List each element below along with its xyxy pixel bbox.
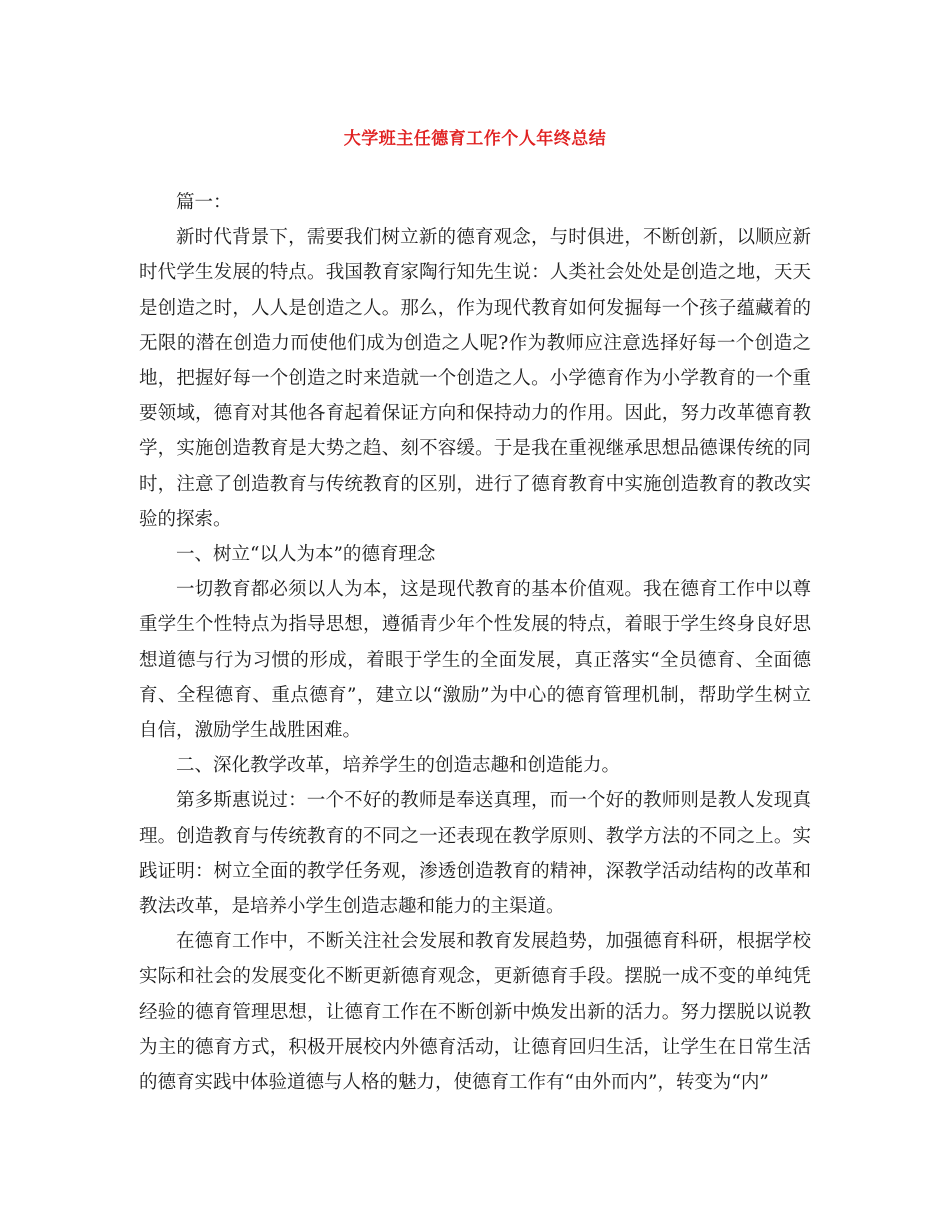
paragraph-section-2: 第多斯惠说过：一个不好的教师是奉送真理，而一个好的教师则是教人发现真理。创造教育与传统教育的不同之一还表现在教学原则、教学方法的不同之上。实践证明：树立全面的教学任务观，渗透创造教育的精神，深教学活动结构的改革和教法改革，是培养小学生创造志趣和能力的主渠道。 (139, 790, 811, 918)
paragraph-intro: 新时代背景下，需要我们树立新的德育观念，与时俱进，不断创新，以顺应新时代学生发展的特点。我国教育家陶行知先生说：人类社会处处是创造之地，天天是创造之时，人人是创造之人。那么，作为现代教育如何发掘每一个孩子蕴藏着的无限的潜在创造力而使他们成为创造之人呢?作为教师应注意选择好每一个创造之地，把握好每一个创造之时来造就一个创造之人。小学德育作为小学教育的一个重要领域，德育对其他各育起着保证方向和保持动力的作用。因此，努力改革德育教学，实施创造教育是大势之趋、刻不容缓。于是我在重视继承思想品德课传统的同时，注意了创造教育与传统教育的区别，进行了德育教育中实施创造教育的教改实验的探索。 (139, 227, 811, 530)
paragraph-section-2-continued: 在德育工作中，不断关注社会发展和教育发展趋势，加强德育科研，根据学校实际和社会的发展变化不断更新德育观念，更新德育手段。摆脱一成不变的单纯凭经验的德育管理思想，让德育工作在不断创新中焕发出新的活力。努力摆脱以说教为主的德育方式，积极开展校内外德育活动，让德育回归生活，让学生在日常生活的德育实践中体验道德与人格的魅力，使德育工作有“由外而内”，转变为“内” (139, 931, 811, 1094)
heading-section-1: 一、树立“以人为本”的德育理念 (176, 544, 436, 566)
heading-section-2: 二、深化教学改革，培养学生的创造志趣和创造能力。 (176, 755, 621, 777)
document-body (139, 185, 811, 1100)
paragraph-section-label: 篇一： (176, 192, 232, 213)
document-title: 大学班主任德育工作个人年终总结 (343, 129, 607, 149)
paragraph-section-1: 一切教育都必须以人为本，这是现代教育的基本价值观。我在德育工作中以尊重学生个性特点为指导思想，遵循青少年个性发展的特点，着眼于学生终身良好思想道德与行为习惯的形成，着眼于学生的全面发展，真正落实“全员德育、全面德育、全程德育、重点德育”，建立以“激励”为中心的德育管理机制，帮助学生树立自信，激励学生战胜困难。 (139, 579, 811, 742)
